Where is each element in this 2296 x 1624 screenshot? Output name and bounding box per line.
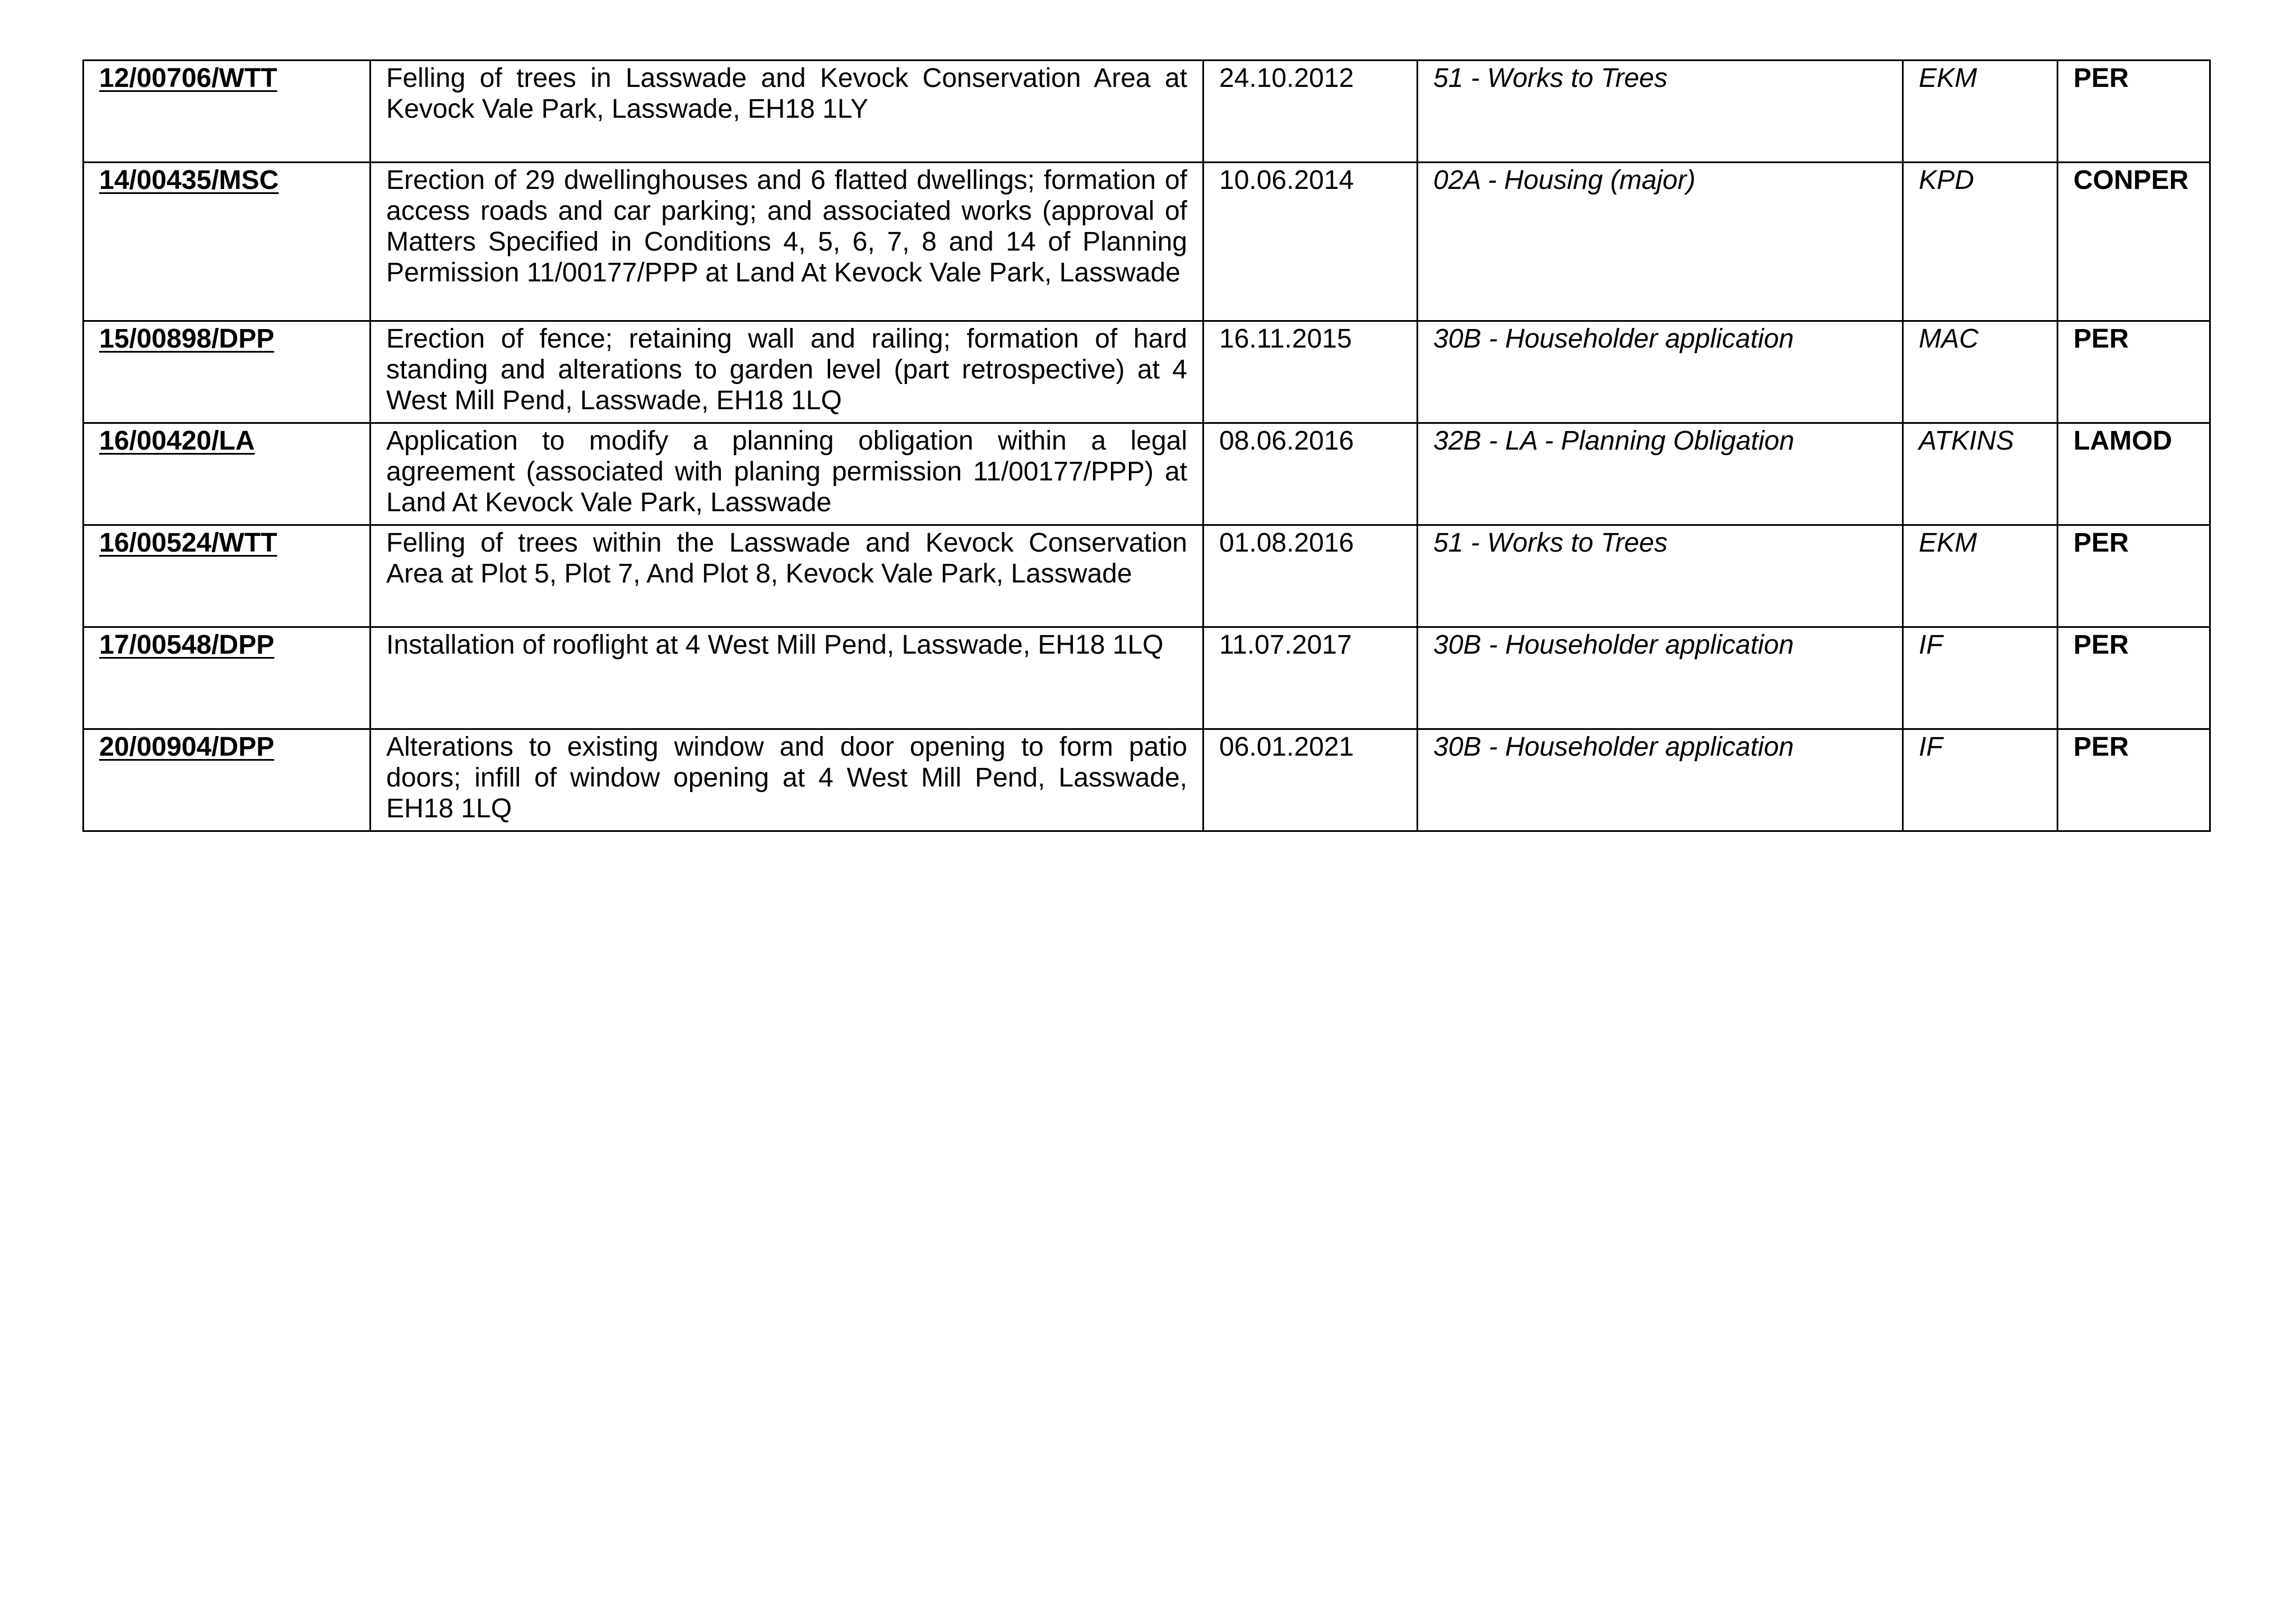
decision-code: CONPER [2058,163,2210,321]
case-officer: KPD [1903,163,2058,321]
application-description: Application to modify a planning obligation within a legal agreement (associated with planing permission 11/00177/PPP) at Land At Kevock Vale Park, Lasswade [371,423,1203,525]
case-officer: MAC [1903,321,2058,423]
case-officer: ATKINS [1903,423,2058,525]
application-reference-link[interactable]: 16/00420/LA [84,423,371,525]
application-type: 51 - Works to Trees [1418,525,1903,627]
application-reference-link[interactable]: 17/00548/DPP [84,627,371,729]
application-description: Erection of 29 dwellinghouses and 6 flatted dwellings; formation of access roads and car parking; and associated works (approval of Matters Specified in Conditions 4, 5, 6, 7, 8 and 14 of Planning Permission 11/00177/PPP at Land At Kevock Vale Park, Lasswade [371,163,1203,321]
application-description: Felling of trees within the Lasswade and Kevock Conservation Area at Plot 5, Plot 7, And Plot 8, Kevock Vale Park, Lasswade [371,525,1203,627]
case-officer: IF [1903,627,2058,729]
case-officer: EKM [1903,61,2058,163]
table-row [84,729,2210,831]
application-date: 24.10.2012 [1203,61,1418,163]
application-reference-link[interactable]: 14/00435/MSC [84,163,371,321]
application-reference-link[interactable]: 16/00524/WTT [84,525,371,627]
application-date: 08.06.2016 [1203,423,1418,525]
decision-code: PER [2058,321,2210,423]
table-row [84,525,2210,627]
decision-code: LAMOD [2058,423,2210,525]
case-officer: EKM [1903,525,2058,627]
application-type: 30B - Householder application [1418,729,1903,831]
table-row [84,163,2210,321]
case-officer: IF [1903,729,2058,831]
table-row [84,423,2210,525]
application-description: Installation of rooflight at 4 West Mill Pend, Lasswade, EH18 1LQ [371,627,1203,729]
application-description: Felling of trees in Lasswade and Kevock Conservation Area at Kevock Vale Park, Lasswade, EH18 1LY [371,61,1203,163]
decision-code: PER [2058,61,2210,163]
application-date: 16.11.2015 [1203,321,1418,423]
table-body [84,61,2210,831]
application-type: 51 - Works to Trees [1418,61,1903,163]
planning-applications-table [82,59,2211,832]
decision-code: PER [2058,525,2210,627]
application-type: 30B - Householder application [1418,627,1903,729]
table-row [84,61,2210,163]
table-row [84,321,2210,423]
application-reference-link[interactable]: 20/00904/DPP [84,729,371,831]
application-date: 10.06.2014 [1203,163,1418,321]
decision-code: PER [2058,729,2210,831]
application-reference-link[interactable]: 15/00898/DPP [84,321,371,423]
application-type: 30B - Householder application [1418,321,1903,423]
application-date: 01.08.2016 [1203,525,1418,627]
application-description: Alterations to existing window and door opening to form patio doors; infill of window opening at 4 West Mill Pend, Lasswade, EH18 1LQ [371,729,1203,831]
application-date: 11.07.2017 [1203,627,1418,729]
application-description: Erection of fence; retaining wall and railing; formation of hard standing and alterations to garden level (part retrospective) at 4 West Mill Pend, Lasswade, EH18 1LQ [371,321,1203,423]
application-type: 32B - LA - Planning Obligation [1418,423,1903,525]
decision-code: PER [2058,627,2210,729]
application-reference-link[interactable]: 12/00706/WTT [84,61,371,163]
application-type: 02A - Housing (major) [1418,163,1903,321]
application-date: 06.01.2021 [1203,729,1418,831]
table-row [84,627,2210,729]
